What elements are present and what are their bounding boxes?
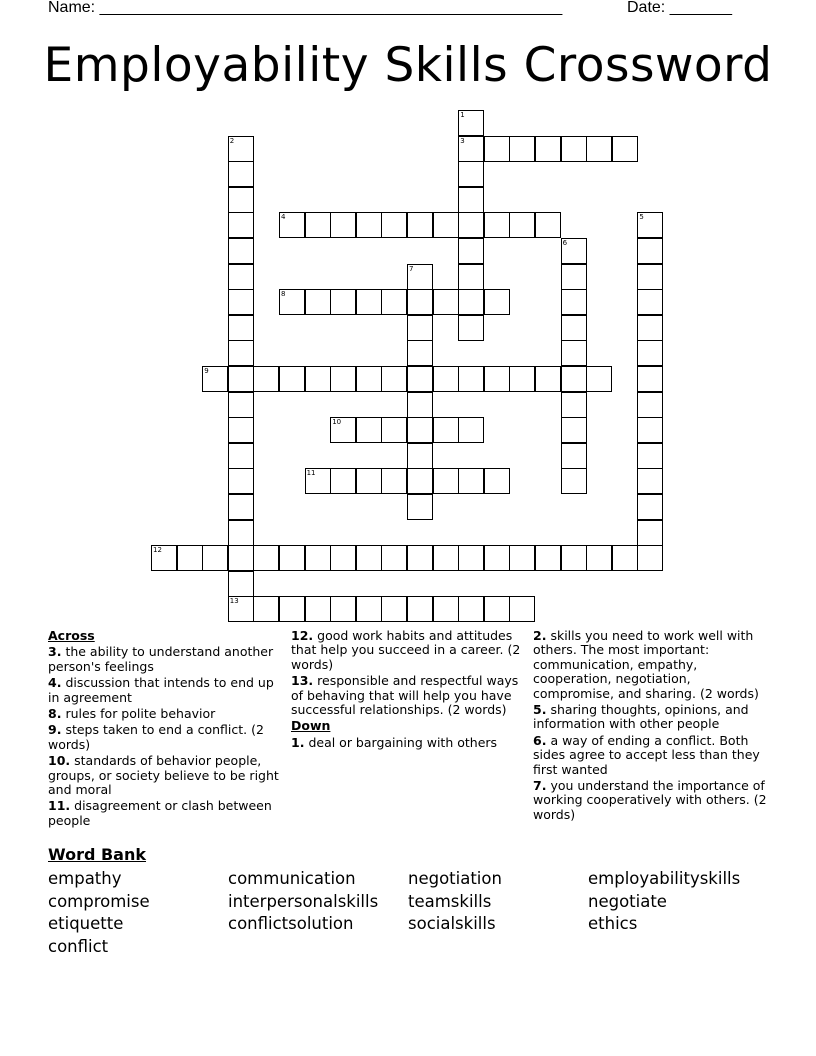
clue-number: 10 [332, 418, 342, 427]
word-bank-column-2 [228, 868, 378, 936]
grid-cell[interactable] [637, 443, 663, 469]
grid-cell[interactable] [228, 340, 254, 366]
word-bank-word: socialskills [408, 914, 496, 933]
grid-cell[interactable] [407, 417, 433, 443]
grid-cell[interactable] [535, 212, 561, 238]
clue-number: 3 [460, 136, 465, 145]
grid-cell[interactable] [330, 366, 356, 392]
grid-cell[interactable] [407, 443, 433, 469]
word-bank-word: compromise [48, 891, 150, 911]
grid-cell[interactable] [637, 545, 663, 571]
grid-cell[interactable] [305, 289, 331, 315]
grid-cell[interactable] [228, 417, 254, 443]
grid-cell[interactable] [228, 136, 254, 162]
grid-cell[interactable] [561, 238, 587, 264]
grid-cell[interactable] [458, 238, 484, 264]
grid-cell[interactable] [458, 187, 484, 213]
clue-down-2: 2. skills you need to work well with others. The most important: communication, empathy, cooperation, negotiation, compromise, and sharing. (2 words) [533, 628, 759, 701]
grid-cell[interactable] [202, 545, 228, 571]
grid-cell[interactable] [561, 468, 587, 494]
clue-number: 2 [229, 136, 235, 145]
grid-cell[interactable] [484, 468, 510, 494]
grid-cell[interactable] [509, 545, 535, 571]
grid-cell[interactable] [253, 596, 279, 622]
grid-cell[interactable] [381, 366, 407, 392]
grid-cell[interactable] [637, 392, 663, 418]
word-bank-word: communication [228, 869, 356, 888]
grid-cell[interactable] [561, 289, 587, 315]
grid-cell[interactable] [356, 468, 382, 494]
grid-cell[interactable] [407, 289, 433, 315]
grid-cell[interactable] [561, 136, 587, 162]
grid-cell[interactable] [458, 212, 484, 238]
grid-cell[interactable] [561, 315, 587, 341]
grid-cell[interactable] [279, 596, 305, 622]
grid-cell[interactable] [586, 136, 612, 162]
grid-cell[interactable] [305, 545, 331, 571]
grid-cell[interactable] [637, 366, 663, 392]
grid-cell[interactable] [253, 366, 279, 392]
word-bank-word: negotiate [588, 891, 667, 911]
grid-cell[interactable] [305, 366, 331, 392]
grid-cell[interactable] [228, 161, 254, 187]
grid-cell[interactable] [458, 545, 484, 571]
word-bank-column-1 [48, 868, 150, 958]
grid-cell[interactable] [228, 596, 254, 622]
grid-cell[interactable] [330, 212, 356, 238]
clue-number: 13 [229, 597, 239, 606]
grid-cell[interactable] [458, 161, 484, 187]
grid-cell[interactable] [458, 315, 484, 341]
grid-cell[interactable] [637, 340, 663, 366]
grid-cell[interactable] [177, 545, 203, 571]
grid-cell[interactable] [279, 545, 305, 571]
grid-cell[interactable] [535, 366, 561, 392]
grid-cell[interactable] [561, 340, 587, 366]
grid-cell[interactable] [228, 571, 254, 597]
clue-across-10: 10. standards of behavior people, groups, or society believe to be right and moral [48, 753, 279, 798]
name-field-label[interactable]: Name: ____________________________________________________ [48, 0, 563, 16]
grid-cell[interactable] [330, 417, 356, 443]
grid-cell[interactable] [305, 468, 331, 494]
grid-cell[interactable] [637, 417, 663, 443]
clue-number: 8 [281, 290, 286, 299]
grid-cell[interactable] [381, 468, 407, 494]
grid-cell[interactable] [407, 545, 433, 571]
grid-cell[interactable] [509, 136, 535, 162]
clue-across-11: 11. disagreement or clash between people [48, 798, 272, 828]
grid-cell[interactable] [228, 187, 254, 213]
grid-cell[interactable] [484, 366, 510, 392]
grid-cell[interactable] [381, 212, 407, 238]
page-title: Employability Skills Crossword [43, 38, 773, 93]
grid-cell[interactable] [509, 366, 535, 392]
clues-column-1 [48, 629, 280, 830]
word-bank-word: empathy [48, 869, 122, 888]
clue-across-4: 4. discussion that intends to end up in agreement [48, 675, 274, 705]
grid-cell[interactable] [381, 596, 407, 622]
grid-cell[interactable] [586, 545, 612, 571]
grid-cell[interactable] [561, 366, 587, 392]
grid-cell[interactable] [279, 366, 305, 392]
grid-cell[interactable] [305, 212, 331, 238]
grid-cell[interactable] [535, 545, 561, 571]
clue-number: 4 [281, 213, 286, 222]
grid-cell[interactable] [407, 366, 433, 392]
clue-across-3: 3. the ability to understand another person's feelings [48, 644, 274, 674]
grid-cell[interactable] [228, 520, 254, 546]
grid-cell[interactable] [433, 289, 459, 315]
grid-cell[interactable] [228, 392, 254, 418]
grid-cell[interactable] [637, 494, 663, 520]
grid-cell[interactable] [433, 596, 459, 622]
clues-column-3 [533, 629, 773, 824]
grid-cell[interactable] [253, 545, 279, 571]
grid-cell[interactable] [228, 443, 254, 469]
clue-down-7: 7. you understand the importance of working cooperatively with others. (2 words) [533, 778, 767, 822]
grid-cell[interactable] [433, 545, 459, 571]
grid-cell[interactable] [228, 289, 254, 315]
clue-across-9: 9. steps taken to end a conflict. (2 words) [48, 722, 264, 752]
grid-cell[interactable] [637, 289, 663, 315]
grid-cell[interactable] [381, 545, 407, 571]
grid-cell[interactable] [433, 212, 459, 238]
grid-cell[interactable] [637, 315, 663, 341]
grid-cell[interactable] [356, 366, 382, 392]
grid-cell[interactable] [458, 264, 484, 290]
grid-cell[interactable] [202, 366, 228, 392]
grid-cell[interactable] [228, 494, 254, 520]
clue-number: 12 [153, 546, 162, 555]
word-bank-word: teamskills [408, 891, 492, 911]
grid-cell[interactable] [458, 366, 484, 392]
word-bank-column-4 [588, 868, 740, 936]
grid-cell[interactable] [561, 264, 587, 290]
grid-cell[interactable] [458, 136, 484, 162]
down-heading: Down [291, 718, 331, 734]
grid-cell[interactable] [561, 443, 587, 469]
grid-cell[interactable] [356, 212, 382, 238]
grid-cell[interactable] [484, 212, 510, 238]
grid-cell[interactable] [279, 212, 305, 238]
grid-cell[interactable] [356, 596, 382, 622]
grid-cell[interactable] [330, 545, 356, 571]
word-bank-word: conflictsolution [228, 914, 354, 933]
grid-cell[interactable] [484, 289, 510, 315]
grid-cell[interactable] [407, 212, 433, 238]
grid-cell[interactable] [356, 289, 382, 315]
word-bank-word: ethics [588, 914, 638, 933]
grid-cell[interactable] [407, 392, 433, 418]
grid-cell[interactable] [612, 136, 638, 162]
grid-cell[interactable] [637, 212, 663, 238]
grid-cell[interactable] [228, 468, 254, 494]
grid-cell[interactable] [458, 468, 484, 494]
word-bank-word: etiquette [48, 914, 124, 933]
grid-cell[interactable] [407, 315, 433, 341]
grid-cell[interactable] [433, 468, 459, 494]
grid-cell[interactable] [433, 366, 459, 392]
word-bank-word: employabilityskills [588, 869, 741, 888]
word-bank-word: negotiation [408, 869, 502, 888]
clue-across-12: 12. good work habits and attitudes that help you succeed in a career. (2 words) [291, 628, 521, 672]
grid-cell[interactable] [561, 545, 587, 571]
grid-cell[interactable] [151, 545, 177, 571]
clue-number: 9 [204, 367, 209, 375]
date-field-label[interactable]: Date: _______ [627, 0, 732, 16]
grid-cell[interactable] [433, 417, 459, 443]
grid-cell[interactable] [381, 289, 407, 315]
clue-number: 5 [639, 213, 644, 222]
clue-across-8: 8. rules for polite behavior [48, 706, 216, 722]
clue-down-6: 6. a way of ending a conflict. Both sides agree to accept less than they first wanted [533, 732, 760, 777]
clue-number: 11 [306, 469, 316, 478]
grid-cell[interactable] [637, 264, 663, 290]
grid-cell[interactable] [279, 289, 305, 315]
grid-cell[interactable] [637, 468, 663, 494]
grid-cell[interactable] [228, 212, 254, 238]
grid-cell[interactable] [484, 545, 510, 571]
grid-cell[interactable] [458, 110, 484, 136]
across-heading: Across [48, 628, 95, 643]
grid-cell[interactable] [407, 264, 433, 290]
grid-cell[interactable] [612, 545, 638, 571]
grid-cell[interactable] [484, 596, 510, 622]
clue-number: 7 [409, 264, 414, 273]
grid-cell[interactable] [228, 315, 254, 341]
clue-down-1: 1. deal or bargaining with others [291, 734, 498, 750]
grid-cell[interactable] [561, 417, 587, 443]
grid-cell[interactable] [535, 136, 561, 162]
grid-cell[interactable] [637, 520, 663, 546]
grid-cell[interactable] [637, 238, 663, 264]
grid-cell[interactable] [458, 289, 484, 315]
clues-column-2 [291, 629, 523, 752]
grid-cell[interactable] [330, 468, 356, 494]
grid-cell[interactable] [509, 212, 535, 238]
grid-cell[interactable] [356, 545, 382, 571]
clue-down-5: 5. sharing thoughts, opinions, and information with other people [533, 702, 749, 732]
grid-cell[interactable] [356, 417, 382, 443]
grid-cell[interactable] [561, 392, 587, 418]
clue-across-13: 13. responsible and respectful ways of behaving that will help you have successful relationships. (2 words) [291, 673, 519, 718]
grid-cell[interactable] [407, 596, 433, 622]
grid-cell[interactable] [407, 468, 433, 494]
grid-cell[interactable] [407, 340, 433, 366]
grid-cell[interactable] [381, 417, 407, 443]
grid-cell[interactable] [407, 494, 433, 520]
grid-cell[interactable] [228, 366, 254, 392]
grid-cell[interactable] [458, 417, 484, 443]
clue-number: 1 [460, 111, 465, 119]
grid-cell[interactable] [330, 596, 356, 622]
grid-cell[interactable] [305, 596, 331, 622]
grid-cell[interactable] [330, 289, 356, 315]
word-bank-column-3 [408, 868, 502, 936]
grid-cell[interactable] [458, 596, 484, 622]
grid-cell[interactable] [228, 264, 254, 290]
grid-cell[interactable] [586, 366, 612, 392]
grid-cell[interactable] [228, 238, 254, 264]
grid-cell[interactable] [484, 136, 510, 162]
grid-cell[interactable] [509, 596, 535, 622]
word-bank-word: interpersonalskills [228, 891, 379, 911]
grid-cell[interactable] [228, 545, 254, 571]
word-bank-title: Word Bank [48, 845, 147, 864]
word-bank-word: conflict [48, 936, 109, 956]
clue-number: 6 [562, 239, 568, 247]
